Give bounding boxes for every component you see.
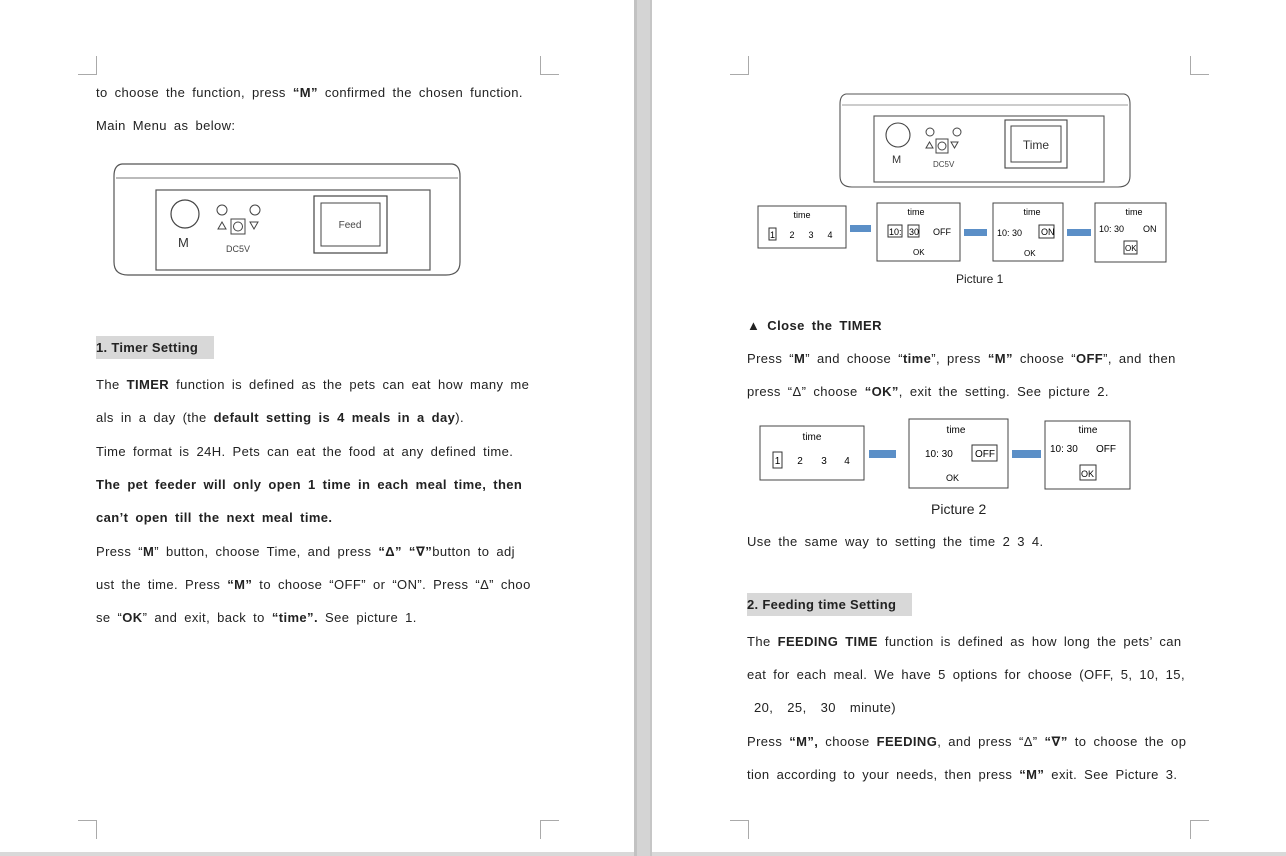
text-line: The pet feeder will only open 1 time in each meal time, then bbox=[96, 477, 523, 492]
text-line: Press “M” button, choose Time, and press “Δ” “∇”button to adj bbox=[96, 544, 515, 559]
crop-mark bbox=[1190, 56, 1209, 75]
triangle-bullet-icon: ▲ bbox=[747, 318, 761, 333]
text-line: Main Menu as below: bbox=[96, 118, 236, 133]
svg-text:4: 4 bbox=[827, 230, 833, 240]
svg-text:OK: OK bbox=[1024, 249, 1036, 258]
crop-mark bbox=[730, 56, 749, 75]
svg-text:10: 30: 10: 30 bbox=[1099, 224, 1125, 234]
svg-text:OK: OK bbox=[1125, 244, 1137, 253]
device-illustration-feed bbox=[110, 158, 466, 282]
device-illustration-time bbox=[838, 90, 1134, 190]
svg-text:3: 3 bbox=[821, 456, 827, 467]
figure-caption: Picture 1 bbox=[956, 272, 1004, 286]
text-line: The TIMER function is defined as the pets can eat how many me bbox=[96, 377, 530, 392]
m-button-circle bbox=[171, 200, 199, 228]
svg-text:time: time bbox=[946, 425, 966, 436]
text-line: eat for each meal. We have 5 options for choose (OFF, 5, 10, 15, bbox=[747, 667, 1185, 682]
crop-mark bbox=[1190, 820, 1209, 839]
svg-text:OFF: OFF bbox=[1096, 444, 1116, 455]
figure-caption: Picture 2 bbox=[931, 501, 987, 517]
section-heading: 2. Feeding time Setting bbox=[747, 593, 912, 616]
svg-text:2: 2 bbox=[797, 456, 803, 467]
svg-text:4: 4 bbox=[844, 456, 850, 467]
picture-2-diagram bbox=[758, 418, 1134, 492]
svg-text:10:: 10: bbox=[889, 227, 902, 237]
m-button-label: M bbox=[892, 154, 902, 166]
text-line: to choose the function, press “M” confirmed the chosen function. bbox=[96, 85, 523, 100]
text-line: Press “M” and choose “time”, press “M” choose “OFF”, and then bbox=[747, 351, 1176, 366]
svg-text:time: time bbox=[907, 207, 925, 217]
svg-text:10: 30: 10: 30 bbox=[997, 228, 1023, 238]
text-line: se “OK” and exit, back to “time”. See picture 1. bbox=[96, 610, 417, 625]
screen-label: Time bbox=[1022, 138, 1050, 152]
text-line: The FEEDING TIME function is defined as how long the pets’ can bbox=[747, 634, 1182, 649]
svg-text:ON: ON bbox=[1041, 227, 1055, 237]
svg-text:10: 30: 10: 30 bbox=[1050, 444, 1078, 455]
svg-text:30: 30 bbox=[909, 227, 920, 237]
crop-mark bbox=[540, 56, 559, 75]
svg-text:2: 2 bbox=[789, 230, 795, 240]
svg-text:OK: OK bbox=[1081, 469, 1095, 479]
svg-text:time: time bbox=[1125, 207, 1143, 217]
dc-label: DC5V bbox=[933, 160, 955, 169]
crop-mark bbox=[540, 820, 559, 839]
svg-text:1: 1 bbox=[774, 456, 781, 467]
section-heading: 1. Timer Setting bbox=[96, 336, 214, 359]
m-button-label: M bbox=[178, 235, 189, 250]
svg-text:time: time bbox=[1023, 207, 1041, 217]
svg-text:OK: OK bbox=[913, 248, 925, 257]
crop-mark bbox=[730, 820, 749, 839]
svg-text:ON: ON bbox=[1143, 224, 1157, 234]
svg-text:3: 3 bbox=[808, 230, 814, 240]
dc-label: DC5V bbox=[226, 244, 251, 254]
svg-text:time: time bbox=[802, 432, 822, 443]
text-line: Use the same way to setting the time 2 3 4. bbox=[747, 534, 1044, 549]
text-line: 20, 25, 30 minute) bbox=[747, 700, 897, 715]
text-line: ust the time. Press “M” to choose “OFF” or “ON”. Press “Δ” choo bbox=[96, 577, 531, 592]
svg-text:time: time bbox=[793, 210, 811, 220]
right-page bbox=[652, 0, 1286, 852]
text-line: can’t open till the next meal time. bbox=[96, 510, 333, 525]
screen-label: Feed bbox=[338, 220, 362, 231]
svg-text:10: 30: 10: 30 bbox=[925, 449, 953, 460]
svg-text:time: time bbox=[1078, 425, 1098, 436]
crop-mark bbox=[78, 820, 97, 839]
svg-text:OFF: OFF bbox=[933, 227, 951, 237]
svg-text:1: 1 bbox=[769, 230, 776, 240]
text-line: Time format is 24H. Pets can eat the food at any defined time. bbox=[96, 444, 514, 459]
left-page bbox=[0, 0, 634, 852]
close-timer-heading: ▲ Close the TIMER bbox=[747, 318, 882, 333]
page-gutter bbox=[634, 0, 652, 856]
text-line: press “Δ” choose “OK”, exit the setting. See picture 2. bbox=[747, 384, 1109, 399]
picture-1-diagram bbox=[756, 202, 1176, 266]
text-line: Press “M”, choose FEEDING, and press “Δ” “∇” to choose the op bbox=[747, 734, 1187, 749]
svg-text:OK: OK bbox=[946, 473, 960, 483]
text-line: tion according to your needs, then press “M” exit. See Picture 3. bbox=[747, 767, 1178, 782]
text-line: als in a day (the default setting is 4 meals in a day). bbox=[96, 410, 464, 425]
svg-text:OFF: OFF bbox=[975, 449, 995, 460]
crop-mark bbox=[78, 56, 97, 75]
